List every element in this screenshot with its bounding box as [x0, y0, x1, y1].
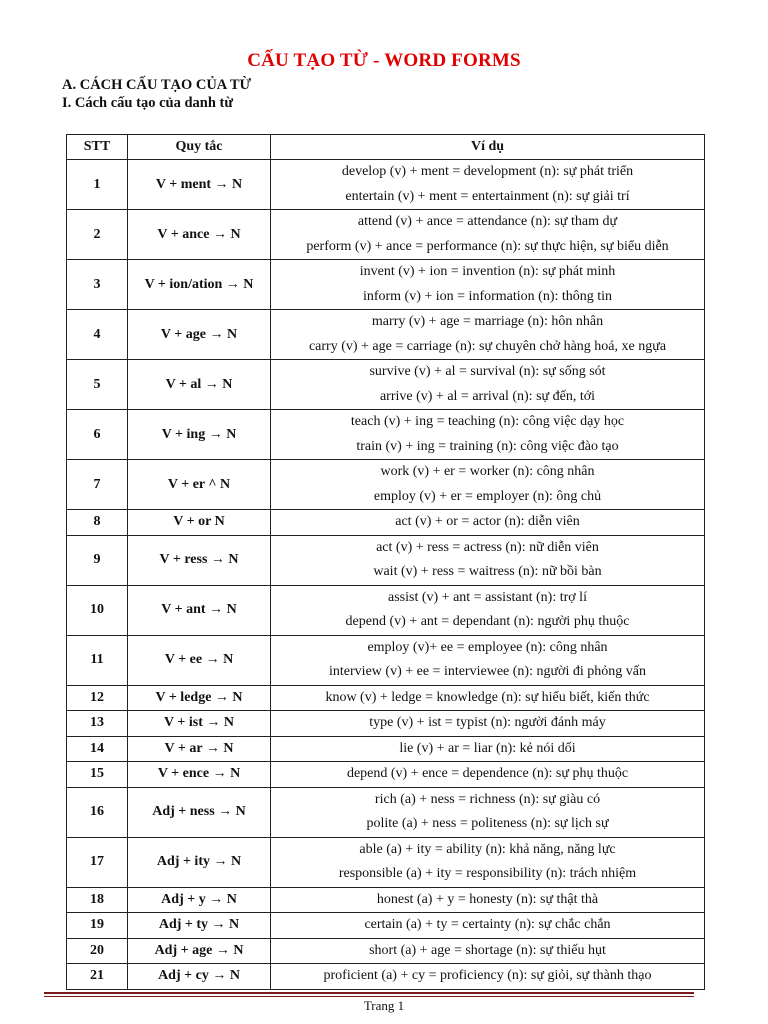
- row-examples: [271, 510, 705, 536]
- footer-rule-thin: [44, 996, 694, 997]
- row-number: 1: [67, 160, 128, 210]
- table-row: [67, 938, 705, 964]
- row-rule: V + ion/ation → N: [128, 260, 271, 310]
- table-row: [67, 260, 705, 310]
- table-row: [67, 964, 705, 990]
- table-row: [67, 762, 705, 788]
- example-line: employ (v) + er = employer (n): ông chủ: [373, 488, 602, 504]
- example-line: perform (v) + ance = performance (n): sự thực hiện, sự biểu diễn: [306, 238, 669, 254]
- row-rule: V + ance → N: [128, 210, 271, 260]
- example-line: act (v) + or = actor (n): diễn viên: [395, 514, 580, 529]
- row-number: 15: [67, 762, 128, 788]
- example-line: certain (a) + ty = certainty (n): sự chắc chắn: [364, 917, 611, 932]
- example-line: attend (v) + ance = attendance (n): sự tham dự: [357, 214, 618, 229]
- page-number: Trang 1: [363, 998, 405, 1013]
- row-examples: [271, 160, 705, 210]
- row-number: 14: [67, 736, 128, 762]
- example-line: invent (v) + ion = invention (n): sự phát minh: [359, 264, 616, 279]
- example-line: proficient (a) + cy = proficiency (n): sự giỏi, sự thành thạo: [323, 968, 652, 983]
- row-examples: [271, 635, 705, 685]
- table-row: [67, 360, 705, 410]
- row-examples: [271, 938, 705, 964]
- example-line: able (a) + ity = ability (n): khả năng, năng lực: [359, 841, 616, 857]
- row-rule: V + ress → N: [128, 535, 271, 585]
- example-line: arrive (v) + al = arrival (n): sự đến, tới: [379, 388, 596, 404]
- table-row: [67, 410, 705, 460]
- table-row: [67, 160, 705, 210]
- example-line: short (a) + age = shortage (n): sự thiếu hụt: [369, 942, 606, 958]
- row-number: 19: [67, 913, 128, 939]
- row-examples: [271, 410, 705, 460]
- example-line: employ (v)+ ee = employee (n): công nhân: [367, 639, 608, 655]
- row-rule: V + ledge → N: [128, 685, 271, 711]
- example-line: type (v) + ist = typist (n): người đánh máy: [369, 715, 606, 730]
- row-rule: V + ist → N: [128, 711, 271, 737]
- example-line: work (v) + er = worker (n): công nhân: [380, 464, 595, 479]
- table-header-row: [67, 135, 705, 160]
- document-title: CẤU TẠO TỪ - WORD FORMS: [247, 50, 521, 71]
- row-rule: Adj + cy → N: [128, 964, 271, 990]
- row-examples: [271, 260, 705, 310]
- table-row: [67, 210, 705, 260]
- row-rule: Adj + ity → N: [128, 837, 271, 887]
- row-examples: [271, 837, 705, 887]
- table-row: [67, 787, 705, 837]
- row-number: 17: [67, 837, 128, 887]
- row-rule: V + age → N: [128, 310, 271, 360]
- table-row: [67, 685, 705, 711]
- row-rule: V + ence → N: [128, 762, 271, 788]
- example-line: teach (v) + ing = teaching (n): công việc dạy học: [350, 414, 625, 429]
- header-example: Ví dụ: [271, 135, 705, 160]
- example-line: assist (v) + ant = assistant (n): trợ lí: [388, 589, 587, 605]
- example-line: act (v) + ress = actress (n): nữ diễn viên: [376, 539, 599, 555]
- table-row: [67, 887, 705, 913]
- example-line: carry (v) + age = carriage (n): sự chuyên chở hàng hoá, xe ngựa: [308, 338, 667, 354]
- example-line: wait (v) + ress = waitress (n): nữ bồi bàn: [373, 564, 602, 579]
- word-forms-table: [66, 134, 705, 990]
- row-number: 11: [67, 635, 128, 685]
- row-rule: Adj + y → N: [128, 887, 271, 913]
- row-number: 13: [67, 711, 128, 737]
- row-examples: [271, 210, 705, 260]
- row-rule: Adj + age → N: [128, 938, 271, 964]
- row-rule: V + ar → N: [128, 736, 271, 762]
- row-examples: [271, 460, 705, 510]
- row-examples: [271, 310, 705, 360]
- row-number: 3: [67, 260, 128, 310]
- table-row: [67, 535, 705, 585]
- row-number: 9: [67, 535, 128, 585]
- row-number: 5: [67, 360, 128, 410]
- table-row: [67, 585, 705, 635]
- example-line: polite (a) + ness = politeness (n): sự lịch sự: [366, 816, 609, 831]
- example-line: train (v) + ing = training (n): công việc đào tạo: [356, 438, 619, 454]
- row-number: 8: [67, 510, 128, 536]
- example-line: develop (v) + ment = development (n): sự phát triển: [341, 164, 634, 179]
- row-examples: [271, 360, 705, 410]
- example-line: inform (v) + ion = information (n): thông tin: [362, 288, 613, 304]
- row-rule: Adj + ty → N: [128, 913, 271, 939]
- example-line: entertain (v) + ment = entertainment (n): sự giải trí: [345, 188, 630, 204]
- row-number: 10: [67, 585, 128, 635]
- row-rule: V + al → N: [128, 360, 271, 410]
- table-row: [67, 837, 705, 887]
- row-number: 20: [67, 938, 128, 964]
- example-line: responsible (a) + ity = responsibility (n): trách nhiệm: [338, 866, 637, 881]
- table-row: [67, 635, 705, 685]
- section-heading-a: A. CÁCH CẤU TẠO CỦA TỪ: [62, 77, 252, 93]
- example-line: marry (v) + age = marriage (n): hôn nhân: [371, 314, 604, 329]
- table-row: [67, 310, 705, 360]
- table-row: [67, 736, 705, 762]
- table-row: [67, 460, 705, 510]
- row-number: 2: [67, 210, 128, 260]
- table-row: [67, 913, 705, 939]
- row-number: 7: [67, 460, 128, 510]
- row-examples: [271, 711, 705, 737]
- row-examples: [271, 887, 705, 913]
- table-row: [67, 711, 705, 737]
- row-number: 18: [67, 887, 128, 913]
- example-line: depend (v) + ence = dependence (n): sự phụ thuộc: [346, 766, 629, 781]
- row-number: 4: [67, 310, 128, 360]
- row-number: 21: [67, 964, 128, 990]
- header-rule: Quy tắc: [128, 135, 271, 160]
- row-number: 12: [67, 685, 128, 711]
- row-examples: [271, 762, 705, 788]
- row-rule: V + or N: [128, 510, 271, 536]
- row-examples: [271, 964, 705, 990]
- row-examples: [271, 913, 705, 939]
- row-rule: V + ing → N: [128, 410, 271, 460]
- row-rule: V + ee → N: [128, 635, 271, 685]
- row-examples: [271, 685, 705, 711]
- table-body: [67, 160, 705, 990]
- row-examples: [271, 585, 705, 635]
- table-row: [67, 510, 705, 536]
- row-examples: [271, 736, 705, 762]
- row-rule: V + er ^ N: [128, 460, 271, 510]
- row-rule: V + ment → N: [128, 160, 271, 210]
- row-examples: [271, 787, 705, 837]
- example-line: rich (a) + ness = richness (n): sự giàu có: [374, 791, 601, 807]
- footer-rule-thick: [44, 992, 694, 994]
- row-rule: Adj + ness → N: [128, 787, 271, 837]
- header-stt: STT: [67, 135, 128, 160]
- row-examples: [271, 535, 705, 585]
- example-line: honest (a) + y = honesty (n): sự thật thà: [376, 891, 599, 907]
- section-heading-i: I. Cách cấu tạo của danh từ: [62, 95, 234, 111]
- example-line: know (v) + ledge = knowledge (n): sự hiểu biết, kiến thức: [325, 689, 650, 705]
- row-number: 6: [67, 410, 128, 460]
- example-line: lie (v) + ar = liar (n): kẻ nói dối: [399, 740, 576, 756]
- row-number: 16: [67, 787, 128, 837]
- example-line: depend (v) + ant = dependant (n): người phụ thuộc: [345, 614, 630, 629]
- example-line: survive (v) + al = survival (n): sự sống sót: [369, 364, 606, 379]
- row-rule: V + ant → N: [128, 585, 271, 635]
- example-line: interview (v) + ee = interviewee (n): người đi phỏng vấn: [329, 664, 646, 679]
